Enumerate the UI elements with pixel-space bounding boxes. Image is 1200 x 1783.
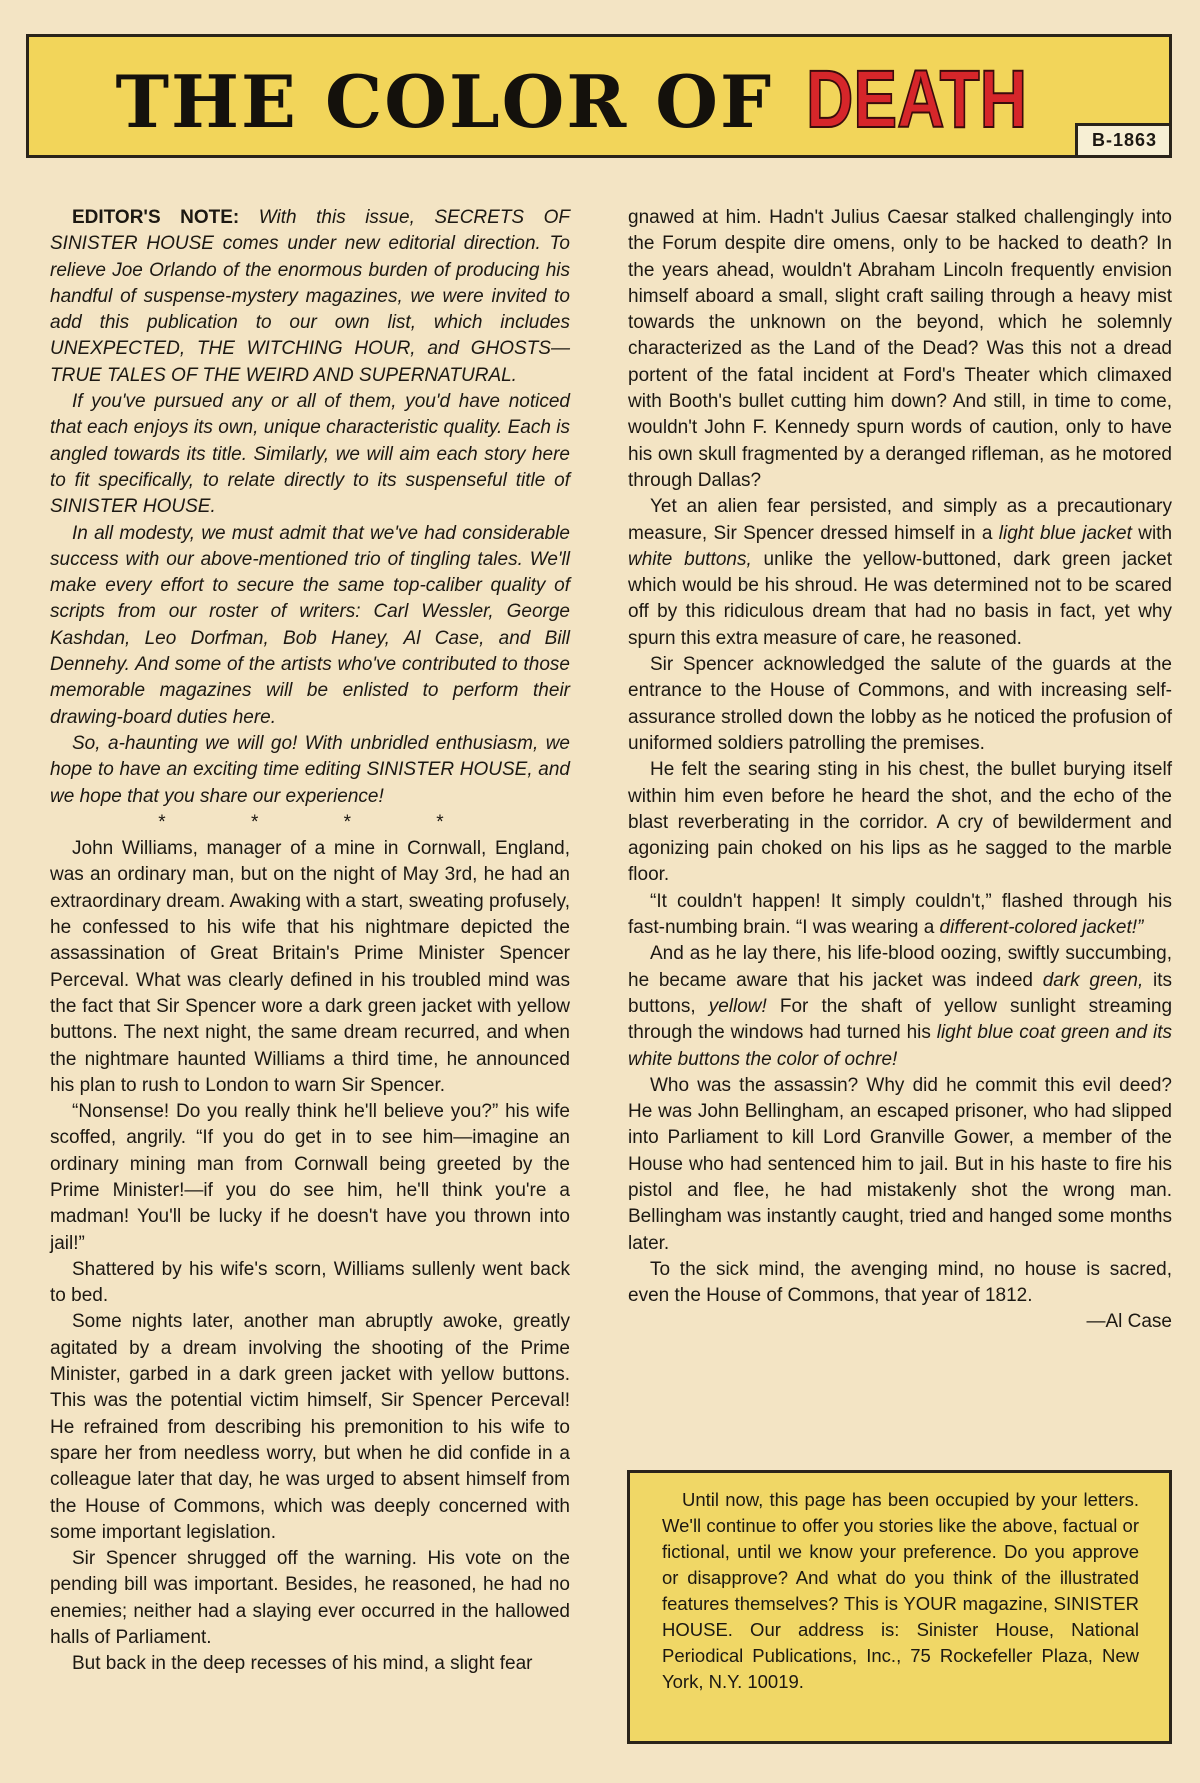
section-separator: * * * * [158, 811, 484, 833]
letters-notice-box [627, 1470, 1172, 1744]
editor-note-p2: If you've pursued any or all of them, you'd have noticed that each enjoys its own, unique characteristic quality. Each is angled towards its title. Similarly, we will aim each story here to fit specifically, to relate directly to its suspenseful title of SINISTER HOUSE. [50, 391, 570, 518]
left-column [50, 205, 570, 1678]
letters-notice-text: Until now, this page has been occupied by your letters. We'll continue to offer you stories like the above, factual or fictional, until we know your preference. Do you approve or disapprove? And what do you think of the illustrated features themselves? This is YOUR magazine, SINISTER HOUSE. Our address is: Sinister House, National Periodical Publications, Inc., 75 Rockefeller Plaza, New York, N.Y. 10019. [662, 1489, 1139, 1692]
story-paragraph: But back in the deep recesses of his mind, a slight fear [72, 1653, 533, 1675]
editor-note-label: EDITOR'S NOTE: [72, 207, 240, 228]
text-run: its buttons, [628, 969, 1173, 1017]
editor-note-p1 [50, 205, 570, 389]
editor-note-p3: In all modesty, we must admit that we've had considerable success with our above-mentioned trio of tingling tales. We'll make every effort to secure the same top-caliber quality of scripts from our roster of writers: Carl Wessler, George Kashdan, Leo Dorfman, Bob Haney, Al Case, and Bill Dennehy. And some of the artists who've contributed to those memorable magazines will be enlisted to perform their drawing-board duties here. [50, 522, 570, 728]
italic-run: yellow! [708, 995, 767, 1017]
story-paragraph-lay [628, 941, 1172, 1072]
right-column [628, 205, 1172, 1336]
story-paragraph: Sir Spencer acknowledged the salute of the guards at the entrance to the House of Commons, and with increasing self-assurance strolled down the lobby as he noticed the profusion of uniformed soldiers patrolling the premises. [628, 654, 1172, 754]
italic-run: dark green, [1042, 969, 1144, 991]
text-run: And as he lay there, his life-blood oozing, swiftly succumbing, he became aware that his jacket was indeed [628, 943, 1172, 991]
title-accent: DEATH [806, 54, 1028, 145]
story-paragraph: He felt the searing sting in his chest, the bullet burying itself within him even before he heard the shot, and the echo of the blast reverberating in the corridor. A cry of bewilderment and agonizing pain choked on his lips as he sagged to the marble floor. [628, 759, 1172, 886]
title-main: THE COLOR OF [115, 59, 774, 144]
italic-run: light blue coat green and its white buttons the color of ochre! [628, 1022, 1172, 1070]
story-paragraph-jacket [628, 494, 1172, 652]
story-paragraph: “Nonsense! Do you really think he'll believe you?” his wife scoffed, angrily. “If you do get in to see him—imagine an ordinary mining man from Cornwall being greeted by the Prime Minister!—if you do see him, he'll think you're a madman! You'll be lucky if he doesn't have you thrown into jail!” [50, 1101, 570, 1254]
italic-run: light blue jacket [998, 522, 1132, 544]
story-paragraph-continued: gnawed at him. Hadn't Julius Caesar stalked challengingly into the Forum despite dire omens, only to be hacked to death? In the years ahead, wouldn't Abraham Lincoln frequently envision himself aboard a small, slight craft sailing through a heavy mist towards the unknown on the beyond, which he solemnly characterized as the Land of the Dead? Was this not a dread portent of the fatal incident at Ford's Theater which climaxed with Booth's bullet cutting him down? And still, in time to come, wouldn't John F. Kennedy spurn words of caution, only to have his own skull fragmented by a deranged rifleman, as he motored through Dallas? [628, 207, 1172, 491]
italic-run: white buttons, [628, 548, 752, 570]
author-signature: —Al Case [1086, 1311, 1172, 1333]
page-title [29, 53, 1169, 147]
text-run: unlike the yellow-buttoned, dark green jacket which would be his shroud. He was determined not to be scared off by this ridiculous dream that had no basis in fact, yet why spurn this extra measure of care, he reasoned. [628, 548, 1172, 649]
story-paragraph: Shattered by his wife's scorn, Williams sullenly went back to bed. [50, 1258, 570, 1307]
story-code-badge: B-1863 [1075, 123, 1172, 158]
editor-note-text: With this issue, SECRETS OF SINISTER HOUSE comes under new editorial direction. To relieve Joe Orlando of the enormous burden of producing his handful of suspense-mystery magazines, we were invited to add this publication to our own list, which includes UNEXPECTED, THE WITCHING HOUR, and GHOSTS—TRUE TALES OF THE WEIRD AND SUPERNATURAL. [50, 207, 571, 386]
story-paragraph: Who was the assassin? Why did he commit this evil deed? He was John Bellingham, an escaped prisoner, who had slipped into Parliament to kill Lord Granville Gower, a member of the House who had sentenced him to jail. But in his haste to fire his pistol and flee, he had mistakenly shot the wrong man. Bellingham was instantly caught, tried and hanged some months later. [628, 1074, 1172, 1254]
title-banner [26, 34, 1172, 158]
text-run: with [1138, 522, 1173, 544]
story-paragraph: Some nights later, another man abruptly awoke, greatly agitated by a dream involving the shooting of the Prime Minister, garbed in a dark green jacket with yellow buttons. This was the potential victim himself, Sir Spencer Perceval! He refrained from describing his premonition to his wife to spare her from needless worry, but when he did confide in a colleague later that day, he was urged to absent himself from the House of Commons, which was deeply concerned with some important legislation. [50, 1311, 570, 1543]
story-paragraph: John Williams, manager of a mine in Cornwall, England, was an ordinary man, but on the night of May 3rd, he had an extraordinary dream. Awaking with a start, sweating profusely, he confessed to his wife that his nightmare depicted the assassination of Great Britain's Prime Minister Spencer Perceval. What was clearly defined in his troubled mind was the fact that Sir Spencer wore a dark green jacket with yellow buttons. The next night, the same dream recurred, and when the nightmare haunted Williams a third time, he announced his plan to rush to London to warn Sir Spencer. [50, 838, 570, 1096]
editor-note-p4: So, a-haunting we will go! With unbridled enthusiasm, we hope to have an exciting time editing SINISTER HOUSE, and we hope that you share our experience! [50, 732, 570, 807]
text-run: “It couldn't happen! It simply couldn't,” flashed through his fast-numbing brain. “I was wearing a [628, 890, 1172, 939]
text-run: For the shaft of yellow sunlight streaming through the windows had turned his [628, 995, 1173, 1044]
text-run: Yet an alien fear persisted, and simply as a precautionary measure, Sir Spencer dressed himself in a [628, 496, 1172, 544]
story-paragraph-quote [628, 889, 1172, 942]
italic-run: different-colored jacket!” [939, 917, 1144, 939]
story-paragraph: Sir Spencer shrugged off the warning. His vote on the pending bill was important. Besides, he reasoned, he had no enemies; neither had a slaying ever occurred in the hallowed halls of Parliament. [50, 1548, 570, 1649]
story-paragraph: To the sick mind, the avenging mind, no house is sacred, even the House of Commons, that year of 1812. [628, 1258, 1172, 1307]
